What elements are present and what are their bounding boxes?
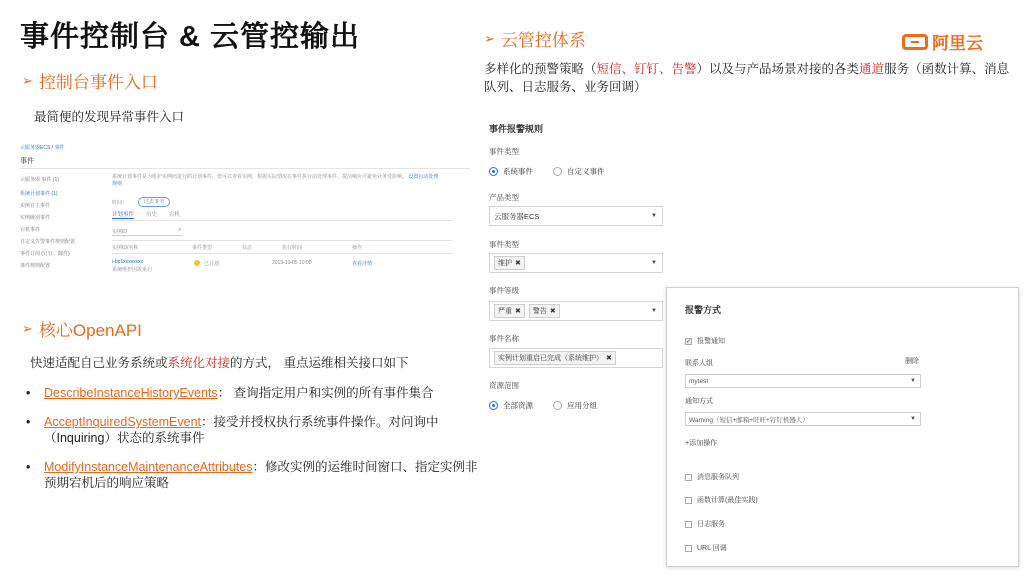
event-level-select[interactable] [489, 301, 663, 321]
openapi-list [24, 385, 479, 504]
cloud-description [484, 60, 1014, 96]
form-title: 事件报警规则 [489, 124, 544, 134]
mini-row-instance[interactable]: i-bp1xxxxxxxx [112, 259, 144, 265]
radio-custom-event[interactable] [553, 166, 605, 177]
mini-col-header: 操作 [352, 245, 363, 251]
mini-search-input[interactable]: 实例ID [112, 228, 182, 236]
aliyun-logo [902, 29, 983, 54]
radio-app-group[interactable] [553, 400, 597, 411]
openapi-intro-suffix: 的方式， 重点运维相关接口如下 [230, 356, 409, 370]
radio-checked-icon [489, 401, 498, 410]
mini-filter-label: 时间： [112, 200, 128, 206]
radio-label: 全部资源 [503, 401, 533, 410]
openapi-intro-prefix: 快速适配自己业务系统或 [30, 356, 168, 370]
openapi-section-heading [22, 316, 142, 341]
delete-link[interactable]: 删除 [905, 358, 919, 365]
tag-chip[interactable] [494, 256, 525, 270]
aliyun-logo-icon [902, 34, 928, 50]
radio-system-event[interactable] [489, 166, 533, 177]
checkbox-checked-icon: ✓ [686, 338, 692, 345]
radio-unchecked-icon [553, 401, 562, 410]
event-category-label: 事件类型 [489, 240, 519, 249]
tag-label: 警告 [532, 308, 547, 315]
tag-chip[interactable] [494, 351, 616, 365]
list-item [24, 414, 479, 446]
checkbox-unchecked-icon [685, 474, 692, 481]
cloud-desc-suffix: 服务（函数计算、消息队列、日志服务、业务回调） [484, 62, 1010, 94]
event-name-select[interactable] [489, 348, 663, 368]
cloud-heading-text: 云管控体系 [500, 31, 586, 50]
mini-sidebar-item[interactable]: 实例自主事件 [20, 203, 51, 209]
product-type-select[interactable] [489, 206, 663, 226]
list-item [24, 385, 479, 401]
openapi-heading-text: 核心OpenAPI [38, 321, 142, 340]
event-category-select[interactable] [489, 253, 663, 273]
add-action-link[interactable]: +添加操作 [685, 440, 718, 447]
checkbox-label: 函数计算(最佳实践) [697, 497, 758, 504]
mini-tabs [112, 210, 180, 219]
mini-notice-text: 系统计划事件是为维护实例而进行的计划事件，您可以查看实例，根据实际情况在事件执行前处理事件。提前响应可避免业务受影响。 [112, 174, 408, 180]
alert-notify-checkbox[interactable] [685, 336, 725, 346]
event-type-label: 事件类型 [489, 147, 519, 156]
caret-down-icon: ▼ [910, 378, 916, 384]
console-section-heading [22, 68, 158, 93]
mini-row-status: 已计划 [204, 261, 220, 267]
checkbox-unchecked-icon [685, 497, 692, 504]
mini-row-time: 2019-10-05 10:00 [272, 260, 312, 266]
mini-sidebar-item[interactable]: 自定义告警事件规则配置 [20, 239, 76, 245]
panel-title: 报警方式 [685, 305, 722, 315]
mini-col-header: 执行时间 [282, 245, 303, 251]
caret-down-icon: ▼ [651, 260, 657, 266]
bullet-icon: • [26, 460, 31, 474]
tag-label: 严重 [498, 308, 512, 315]
mini-tab[interactable]: 宕机 [169, 212, 181, 218]
cloud-desc-highlight: 通道 [859, 62, 885, 76]
mini-sidebar-item[interactable]: 系统计划事件 (1) [20, 191, 58, 197]
cloud-desc-prefix: 多样化的预警策略（ [484, 62, 597, 76]
api-link[interactable]: ModifyInstanceMaintenanceAttributes [44, 460, 253, 474]
caret-down-icon: ▼ [651, 308, 657, 314]
arrow-bullet-icon: ➢ [22, 320, 33, 336]
notify-method-select[interactable] [685, 412, 921, 426]
notify-method-panel [666, 287, 1019, 567]
api-link[interactable]: AcceptInquiredSystemEvent [44, 415, 202, 429]
checkbox-label: URL 回调 [697, 545, 727, 552]
page-title: 事件控制台 & 云管控输出 [20, 21, 361, 53]
mini-tab[interactable]: 历史 [146, 212, 158, 218]
api-link[interactable]: DescribeInstanceHistoryEvents [44, 386, 218, 400]
cloud-section-heading [484, 26, 586, 51]
arrow-bullet-icon: ➢ [22, 72, 33, 88]
aliyun-logo-text: 阿里云 [932, 34, 983, 53]
cloud-desc-highlight: 短信、钉钉、告警 [596, 62, 697, 76]
close-icon[interactable]: ✖ [515, 260, 521, 267]
openapi-intro-highlight: 系统化对接 [167, 356, 231, 370]
option-checkbox-mq[interactable] [685, 472, 739, 482]
status-dot-icon [194, 260, 200, 266]
caret-down-icon: ▼ [651, 213, 657, 219]
mini-notice-link[interactable]: 设置自动处理规则 [112, 174, 439, 187]
mini-col-header: 事件类型 [192, 245, 213, 251]
resource-scope-label: 资源范围 [489, 381, 519, 390]
option-checkbox-url[interactable] [685, 543, 727, 553]
caret-down-icon: ▼ [910, 416, 916, 422]
mini-sidebar-item[interactable]: 宕机事件 [20, 227, 41, 233]
event-level-label: 事件等级 [489, 286, 519, 295]
radio-label: 系统事件 [503, 167, 533, 176]
tag-chip[interactable] [529, 304, 560, 318]
radio-checked-icon [489, 167, 498, 176]
notify-method-label: 通知方式 [685, 398, 713, 405]
console-screenshot [20, 140, 470, 280]
list-item [24, 459, 479, 491]
api-desc: ： 查询指定用户和实例的所有事件集合 [217, 386, 434, 400]
checkbox-unchecked-icon [685, 545, 692, 552]
mini-breadcrumb[interactable]: 云服务器ECS / 事件 [20, 145, 65, 151]
api-desc: ：接受并授权执行系统事件操作。对问询中（Inquiring）状态的系统事件 [44, 415, 439, 445]
mini-col-header: 状态 [242, 245, 253, 251]
tag-label: 实例计划重启已完成（系统维护） [498, 355, 603, 362]
event-name-label: 事件名称 [489, 334, 519, 343]
option-checkbox-log[interactable] [685, 519, 725, 529]
contacts-select[interactable] [685, 374, 921, 388]
cloud-desc-mid: ）以及与产品场景对接的各类 [696, 62, 860, 76]
contacts-label: 联系人组 [685, 360, 713, 367]
mini-filter-pill[interactable]: 过去 3 天 [138, 197, 170, 207]
product-type-value: 云服务器ECS [494, 211, 540, 221]
option-checkbox-fc[interactable] [685, 495, 758, 505]
checkbox-unchecked-icon [685, 521, 692, 528]
checkbox-label: 报警通知 [697, 338, 725, 345]
mini-col-header: 实例ID/名称 [112, 245, 139, 251]
console-subtitle: 最简便的发现异常事件入口 [34, 110, 185, 124]
mini-sidebar-item[interactable]: 实例级别事件 [20, 215, 51, 221]
bullet-icon: • [26, 386, 31, 400]
tag-label: 维护 [498, 260, 512, 267]
bullet-icon: • [26, 415, 31, 429]
close-icon[interactable]: ✖ [606, 355, 612, 362]
mini-notice [112, 174, 442, 188]
radio-unchecked-icon [553, 167, 562, 176]
mini-tab[interactable]: 计划事件 [112, 212, 135, 218]
tag-chip[interactable] [494, 304, 525, 318]
radio-all-resources[interactable] [489, 400, 533, 411]
contacts-value: mytest [689, 377, 709, 385]
openapi-intro [30, 354, 409, 372]
close-icon[interactable]: ✖ [549, 308, 556, 315]
radio-label: 应用分组 [567, 401, 597, 410]
checkbox-label: 日志服务 [697, 521, 725, 528]
mini-row-event: 系统维护因故重启 [112, 267, 153, 273]
close-icon[interactable]: ✖ [515, 308, 521, 315]
mini-search-icon[interactable]: ⌕ [178, 227, 182, 233]
mini-row-action[interactable]: 查看详情 [352, 261, 373, 267]
radio-label: 自定义事件 [567, 167, 605, 176]
arrow-bullet-icon: ➢ [484, 30, 495, 46]
notify-method-value: Warning（短信+邮箱+旺旺+钉钉机器人） [689, 416, 809, 424]
mini-sidebar-item[interactable]: 事件订阅 (钉钉、邮件) [20, 251, 70, 257]
checkbox-label: 消息服务队列 [697, 474, 739, 481]
mini-sidebar-item[interactable]: 事件规则配置 [20, 263, 51, 269]
console-heading-text: 控制台事件入口 [38, 73, 158, 92]
product-type-label: 产品类型 [489, 193, 519, 202]
mini-sidebar-item[interactable]: 云服务器 事件 (1) [20, 177, 59, 183]
api-desc: ：修改实例的运维时间窗口、指定实例非预期宕机后的响应策略 [44, 460, 478, 490]
mini-page-title: 事件 [20, 158, 34, 165]
